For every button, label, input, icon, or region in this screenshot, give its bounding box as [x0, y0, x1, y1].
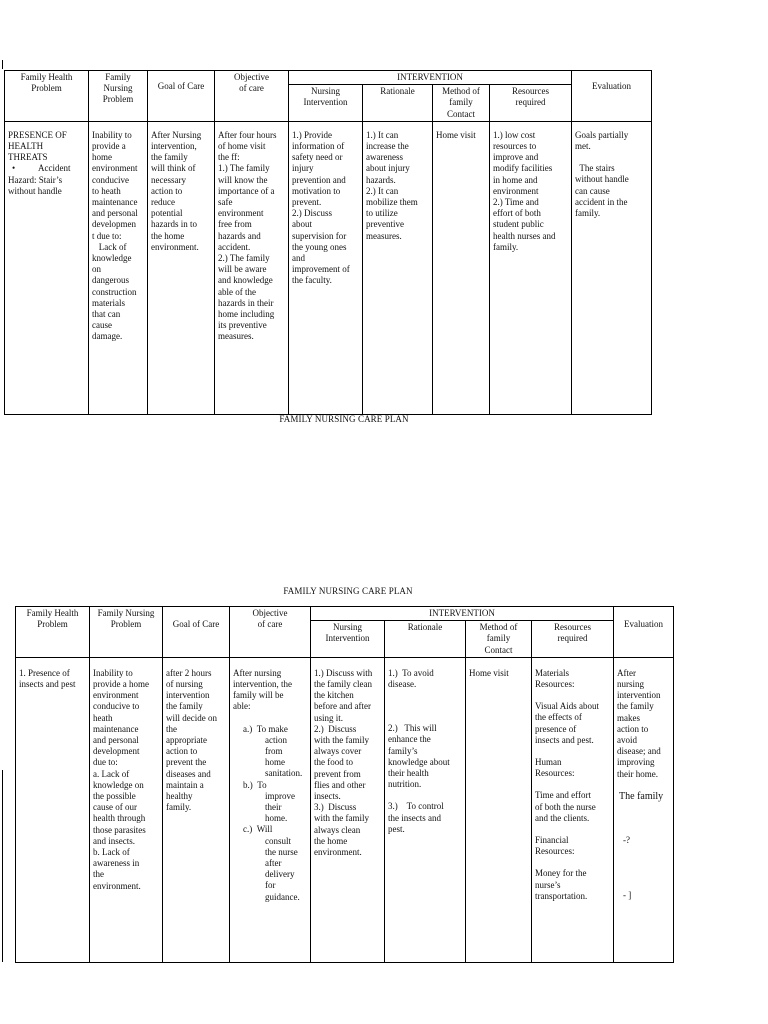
care-plan-table-2 — [15, 606, 674, 963]
header-rationale: Rationale — [385, 621, 466, 658]
header-rationale: Rationale — [363, 85, 433, 122]
cell-goal-of-care: after 2 hours of nursing intervention the family will decide on the appropriate action to prevent the diseases and maintain a healthy family. — [163, 657, 230, 962]
cell-objective-of-care: After four hours of home visit the ff: 1.) The family will know the importance of a safe environment free from hazards and accident. 2.) The family will be aware and knowledge able of the hazards in their home including its preventive measures. — [215, 121, 289, 414]
margin-mark-top — [2, 60, 3, 69]
header-family-nursing-problem: Family Nursing Problem — [89, 71, 148, 122]
header-resources-required: Resources required — [490, 85, 572, 122]
cell-rationale: 1.) It can increase the awareness about injury hazards. 2.) It can mobilize them to utilize preventive measures. — [363, 121, 433, 414]
header-objective-of-care: Objective of care — [230, 607, 311, 658]
caption-care-plan-1: FAMILY NURSING CARE PLAN — [279, 414, 409, 424]
objective-item-a: a.) To make — [243, 723, 288, 734]
table-row — [16, 657, 674, 962]
cell-nursing-intervention: 1.) Provide information of safety need or injury prevention and motivation to prevent. 2.) Discuss about supervision for the young ones and improvement of the faculty. — [289, 121, 363, 414]
header-method-of-contact: Method of family Contact — [433, 85, 490, 122]
cell-method-of-contact: Home visit — [433, 121, 490, 414]
objective-item-b: b.) To — [243, 779, 267, 790]
header-method-of-contact: Method of family Contact — [466, 621, 532, 658]
header-intervention: INTERVENTION — [311, 607, 614, 621]
caption-care-plan-2: FAMILY NURSING CARE PLAN — [283, 586, 413, 596]
cell-rationale: 1.) To avoid disease. 2.) This will enhance the family’s knowledge about their health nutrition. 3.) To control the insects and pest. — [385, 657, 466, 962]
header-family-health-problem: Family Health Problem — [5, 71, 89, 122]
cell-resources-required: 1.) low cost resources to improve and modify facilities in home and environment 2.) Time and effort of both student public health nurses and family. — [490, 121, 572, 414]
header-intervention: INTERVENTION — [289, 71, 572, 85]
cell-family-nursing-problem: Inability to provide a home environment conducive to heath maintenance and personal developmen t due to: Lack of knowledge on dangerous construction materials that can cause damage. — [89, 121, 148, 414]
cell-family-health-problem: 1. Presence of insects and pest — [16, 657, 90, 962]
header-evaluation: Evaluation — [614, 607, 674, 658]
care-plan-table-1 — [4, 70, 652, 415]
cell-evaluation: After nursing intervention the family makes action to avoid disease; and improving their home. The family -? - ] — [614, 657, 674, 962]
header-resources-required: Resources required — [532, 621, 614, 658]
cell-objective-of-care: After nursing intervention, the family will be able: a.) To make action from home sanitation. b.) To improve their home. c.) Will consult the nurse after delivery for guidance. — [230, 657, 311, 962]
cell-family-nursing-problem: Inability to provide a home environment conducive to heath maintenance and personal development due to: a. Lack of knowledge on the possible cause of our health through those parasites and insects. b. Lack of awareness in the environment. — [90, 657, 163, 962]
cell-family-health-problem: PRESENCE OF HEALTH THREATS • Accident Hazard: Stair’s without handle — [5, 121, 89, 414]
header-nursing-intervention: Nursing Intervention — [311, 621, 385, 658]
header-evaluation: Evaluation — [572, 71, 652, 122]
cell-evaluation: Goals partially met. The stairs without handle can cause accident in the family. — [572, 121, 652, 414]
header-family-nursing-problem: Family Nursing Problem — [90, 607, 163, 658]
bullet-item: • Accident — [8, 163, 85, 174]
cell-resources-required: Materials Resources: Visual Aids about the effects of presence of insects and pest. Human Resources: Time and effort of both the nurse and the clients. Financial Resources: Money for the nurse’s transportation. — [532, 657, 614, 962]
header-goal-of-care: Goal of Care — [163, 607, 230, 658]
cell-goal-of-care: After Nursing intervention, the family will think of necessary action to reduce potential hazards in to the home environment. — [148, 121, 215, 414]
cell-method-of-contact: Home visit — [466, 657, 532, 962]
margin-mark-bottom — [2, 770, 3, 962]
cell-nursing-intervention: 1.) Discuss with the family clean the kitchen before and after using it. 2.) Discuss with the family always cover the food to prevent from flies and other insects. 3.) Discuss with the family always clean the home environment. — [311, 657, 385, 962]
header-nursing-intervention: Nursing Intervention — [289, 85, 363, 122]
header-goal-of-care: Goal of Care — [148, 71, 215, 122]
objective-item-c: c.) Will — [243, 824, 273, 835]
table-row — [5, 121, 652, 414]
header-objective-of-care: Objective of care — [215, 71, 289, 122]
header-family-health-problem: Family Health Problem — [16, 607, 90, 658]
